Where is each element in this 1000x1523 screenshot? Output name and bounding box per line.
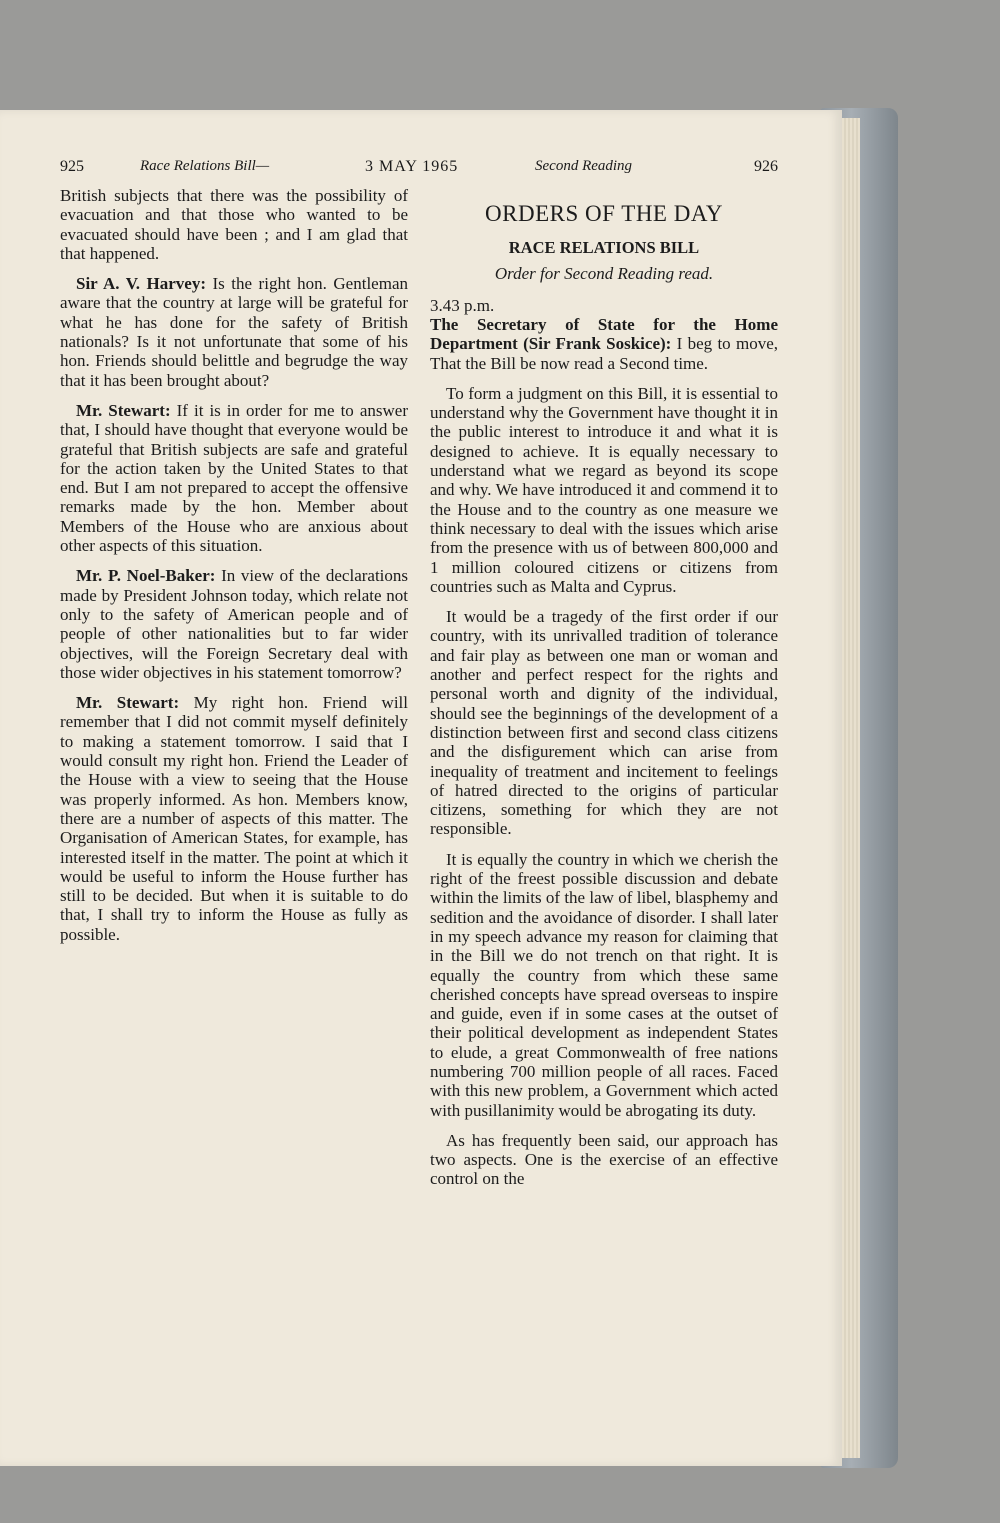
bill-heading: RACE RELATIONS BILL [508, 238, 700, 257]
paragraph [430, 315, 778, 373]
paragraph [60, 274, 408, 390]
paragraph-text: I beg to move, That the Bill be now read a Second time. [430, 334, 778, 373]
paragraph-text: British subjects that there was the possibility of evacuation and that those who wanted to be evacuated should have been ; and I am glad that that happened. [60, 186, 408, 263]
paragraph-text: My right hon. Friend will remember that I did not commit myself definitely to making a statement tomorrow. I said that I would consult my right hon. Friend the Leader of the House with a view to seeing that the House was properly informed. As hon. Members know, there are a number of aspects of this matter. The Organisation of American States, for example, has interested itself in the matter. The point at which it would be useful to inform the House further has still to be decided. But when it is suitable to do that, I shall try to inform the House as fully as possible. [60, 693, 408, 944]
paragraph-text: In view of the declarations made by President Johnson today, which relate not only to the safety of American people and of people of other nationalities but to far wider objectives, will the Foreign Secretary deal with those wider objectives in his statement tomorrow? [60, 566, 409, 682]
paragraph-text: Is the right hon. Gentleman aware that the country at large will be grateful for what he has done for the safety of British nationals? Is it not unfortunate that some of his hon. Friends should belittle and begrudge the way that it has been brought about? [60, 274, 408, 390]
orders-of-the-day-heading: ORDERS OF THE DAY [485, 201, 723, 226]
page-header [60, 158, 778, 180]
speaker-name: Mr. Stewart: [76, 400, 171, 420]
speaker-name: Mr. P. Noel-Baker: [76, 566, 216, 586]
hansard-page [0, 110, 842, 1466]
left-text-column [60, 186, 408, 944]
paragraph [430, 384, 778, 596]
right-text-column [430, 186, 778, 1189]
paragraph [60, 401, 408, 555]
paragraph [60, 566, 408, 682]
header-date: 3 MAY 1965 [365, 158, 459, 175]
left-column-number: 925 [60, 158, 84, 175]
speaker-name: Mr. Stewart: [76, 693, 180, 713]
order-read-line: Order for Second Reading read. [494, 264, 714, 283]
paragraph-text: If it is in order for me to answer that, I should have thought that everyone would be grateful that British subjects are safe and grateful for the action taken by the United States to that end. But I am not prepared to accept the offensive remarks made by the hon. Member about Members of the House who are anxious about other aspects of this situation. [60, 400, 408, 556]
paragraph-text: To form a judgment on this Bill, it is essential to understand why the Government have thought it in the public interest to introduce it and what it is designed to achieve. It is equally necessary to understand what we regard as beyond its scope and why. We have introduced it and commend it to the House and to the country as one measure we think necessary to deal with the issues which arise from the presence with us of between 800,000 and 1 million coloured citizens or citizens from countries such as Malta and Cyprus. [430, 383, 778, 596]
right-running-title: Second Reading [535, 158, 633, 174]
speaker-name: Sir A. V. Harvey: [76, 274, 207, 294]
time-stamp: 3.43 p.m. [430, 296, 495, 315]
paragraph [430, 850, 778, 1120]
paragraph [60, 186, 408, 263]
paragraph-text: It would be a tragedy of the first order if our country, with its unrivalled tradition of tolerance and fair play as between one man or woman and another and perfect respect for the rights and personal worth and dignity of the individual, should see the beginnings of the development of a distinction between first and second class citizens and the disfigurement which can arise from inequality of treatment and incitement to feelings of hatred directed to the origins of particular citizens, something for which they are not responsible. [430, 607, 778, 839]
right-column-number: 926 [754, 158, 778, 175]
paragraph [60, 693, 408, 944]
speaker-name: The Secretary of State for the Home Department (Sir Frank Soskice): [430, 315, 778, 354]
paragraph [430, 607, 778, 839]
left-running-title: Race Relations Bill— [140, 158, 270, 174]
paragraph-text: It is equally the country in which we cherish the right of the freest possible discussion and debate within the limits of the law of libel, blasphemy and sedition and the avoidance of disorder. I shall later in my speech advance my reason for claiming that in the Bill we do not trench on that right. It is equally the country from which these same cherished concepts have spread overseas to inspire and guide, even if in some cases at the outset of their political development as independent States to elude, a great Commonwealth of free nations numbering 700 million people of all races. Faced with this new problem, a Government which acted with pusillanimity would be abrogating its duty. [430, 849, 778, 1120]
paragraph [430, 1131, 778, 1189]
paragraph-text: As has frequently been said, our approach has two aspects. One is the exercise of an effective control on the [430, 1130, 778, 1189]
